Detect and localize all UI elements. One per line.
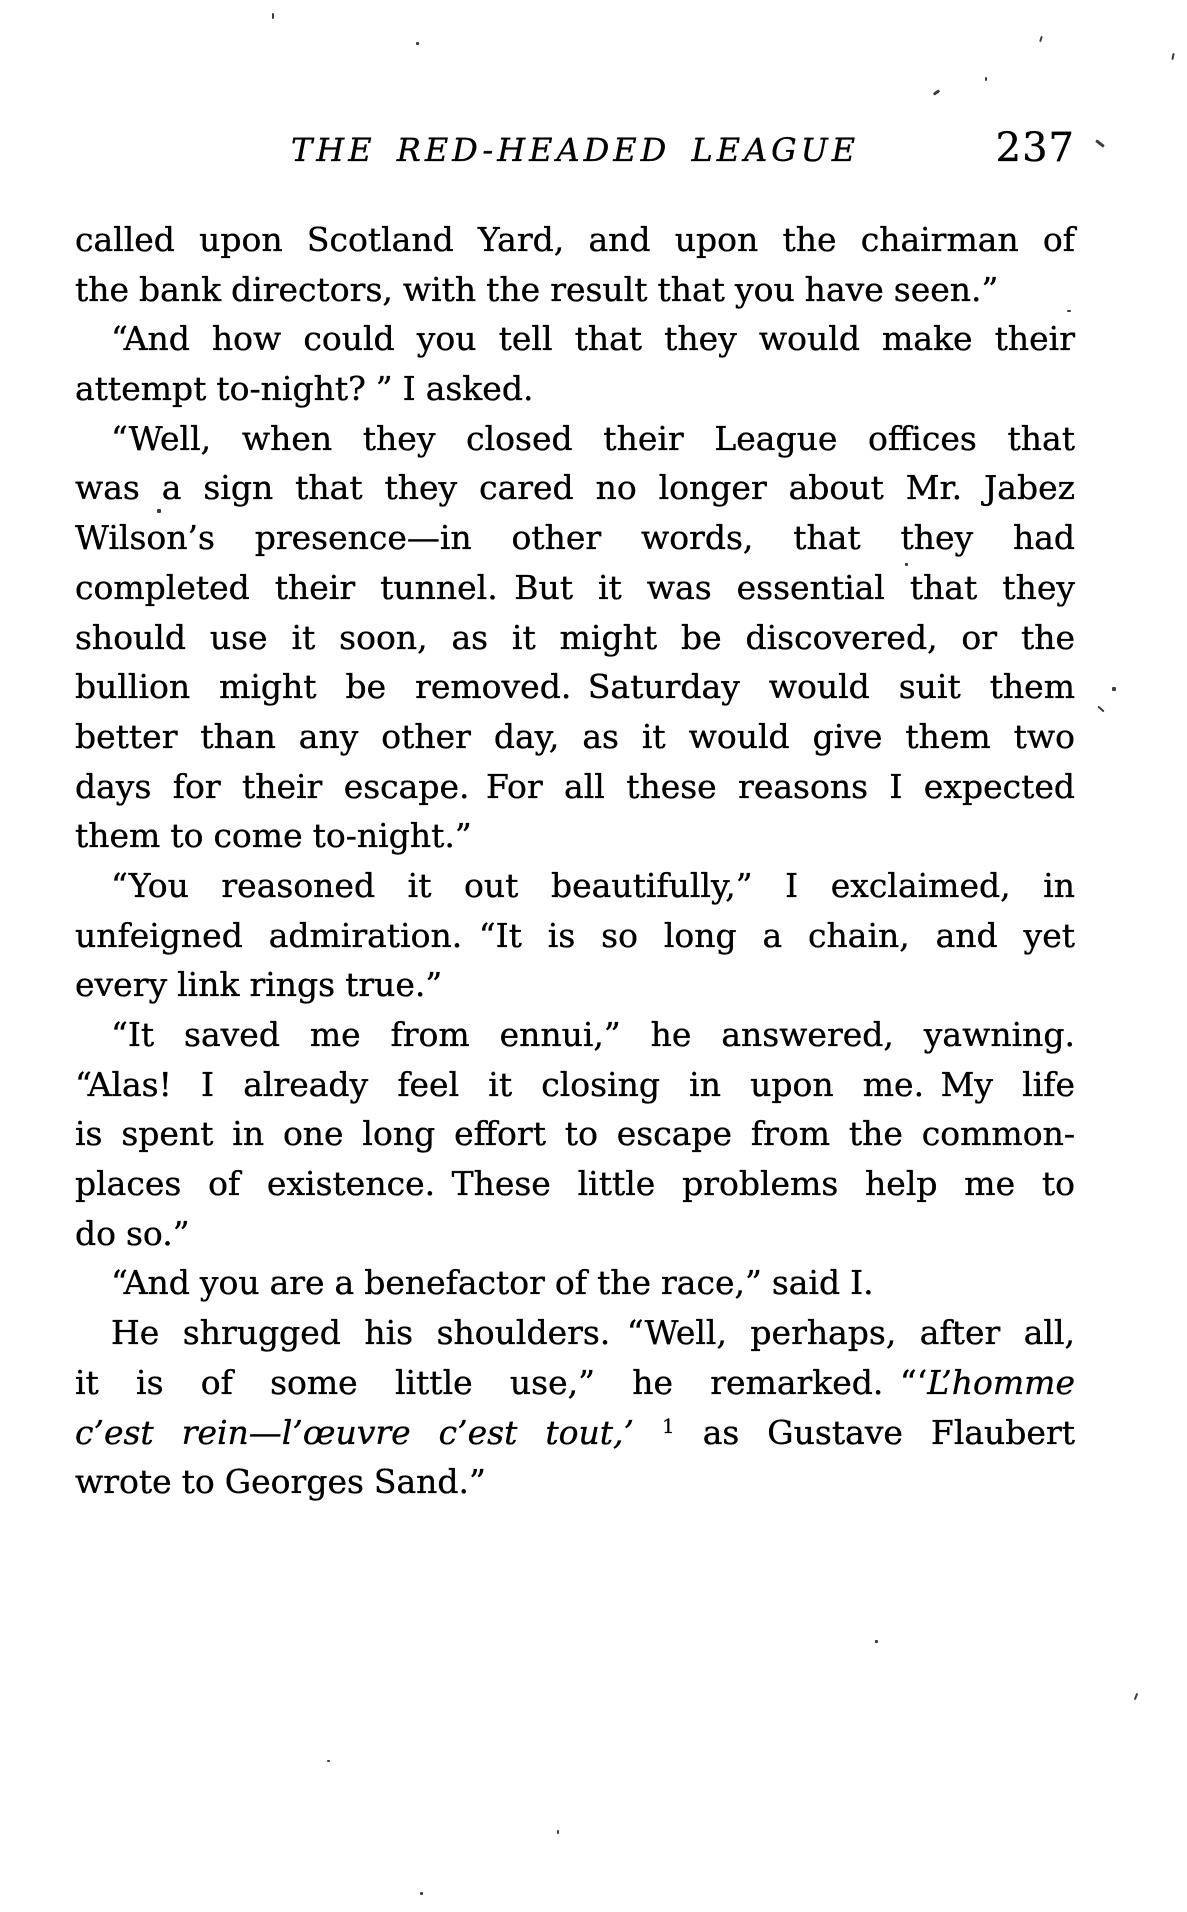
text-segment: it is of some little use,” he remarked. “‘ [75,1362,928,1402]
text-line [75,265,1075,315]
text-line [75,463,1075,513]
text-segment: He shrugged his shoulders. “Well, perhaps, after all, [111,1313,1075,1353]
text-line [75,1408,1075,1458]
scan-speck [272,13,274,19]
text-line [75,911,1075,961]
scan-speck [1039,36,1043,42]
text-segment: bullion might be removed. Saturday would suit them [75,667,1075,707]
text-segment: called upon Scotland Yard, and upon the chairman of [75,220,1075,259]
text-segment: was a sign that they cared no longer about Mr. Jabez [75,468,1075,508]
scan-speck [985,77,987,81]
text-line [75,662,1075,712]
text-line [75,1109,1075,1159]
footnote-marker: 1 [661,1413,675,1438]
text-segment: as Gustave Flaubert [674,1412,1075,1452]
text-line [75,563,1075,613]
text-line [75,1010,1075,1060]
text-segment: “You reasoned it out beautifully,” I exclaimed, in [111,865,1075,905]
text-segment: attempt to-night? ” I asked. [75,369,534,409]
text-segment: “It saved me from ennui,” he answered, yawning. [111,1015,1075,1054]
text-line [75,1358,1075,1408]
text-line [75,613,1075,663]
scan-speck [157,509,161,513]
text-segment: places of existence. These little problems help me to [75,1164,1075,1204]
text-segment: c’est rein—l’œuvre c’est tout,’ [75,1412,634,1452]
text-segment: “And you are a benefactor of the race,” said I. [111,1263,874,1303]
scan-speck [933,89,940,95]
text-line [75,811,1075,861]
scan-speck [416,42,419,45]
chapter-title: THE RED-HEADED LEAGUE [290,131,860,169]
text-segment: “And how could you tell that they would make their [111,319,1075,359]
scan-speck [905,563,908,566]
text-segment: them to come to-night.” [75,816,472,856]
text-segment: completed their tunnel. But it was essential that they [75,567,1075,607]
scan-speck [875,1640,878,1643]
scan-speck [1067,310,1071,312]
text-line [75,1060,1075,1110]
text-segment: the bank directors, with the result that you have seen.” [75,269,999,309]
text-segment: better than any other day, as it would give them two [75,716,1075,756]
scan-speck [327,1760,330,1762]
scan-speck [420,1892,423,1895]
text-segment: every link rings true.” [75,965,443,1005]
text-line [75,762,1075,812]
running-head [75,125,1075,174]
text-line [75,1457,1075,1507]
scan-speck [557,1830,559,1834]
text-segment: should use it soon, as it might be discovered, or the [75,617,1075,657]
text-segment: is spent in one long effort to escape from the common- [75,1114,1075,1154]
text-line [75,314,1075,364]
text-segment [634,1413,662,1452]
scan-speck [1171,53,1174,60]
text-segment: “Well, when they closed their League offices that [111,418,1075,458]
text-line [75,1159,1075,1209]
text-segment: L’homme [927,1362,1075,1402]
text-line [75,861,1075,911]
text-segment: Wilson’s presence—in other words, that they had [75,518,1075,558]
scan-speck [1097,706,1104,713]
text-line [75,960,1075,1010]
text-line [75,1308,1075,1358]
text-line [75,414,1075,464]
text-line [75,513,1075,563]
text-line [75,364,1075,414]
text-segment: unfeigned admiration. “It is so long a chain, and yet [75,915,1075,955]
scan-speck [1134,1693,1138,1700]
body-text [75,215,1075,1507]
text-line [75,1258,1075,1308]
text-line [75,1209,1075,1259]
text-segment: do so.” [75,1213,190,1253]
text-segment: “Alas! I already feel it closing in upon me. My life [75,1064,1075,1104]
text-line [75,215,1075,265]
scan-speck [1095,139,1105,148]
page-number: 237 [995,125,1075,171]
text-segment: wrote to Georges Sand.” [75,1462,486,1502]
text-segment: days for their escape. For all these reasons I expected [75,766,1075,806]
scan-speck [1112,687,1116,691]
text-line [75,712,1075,762]
